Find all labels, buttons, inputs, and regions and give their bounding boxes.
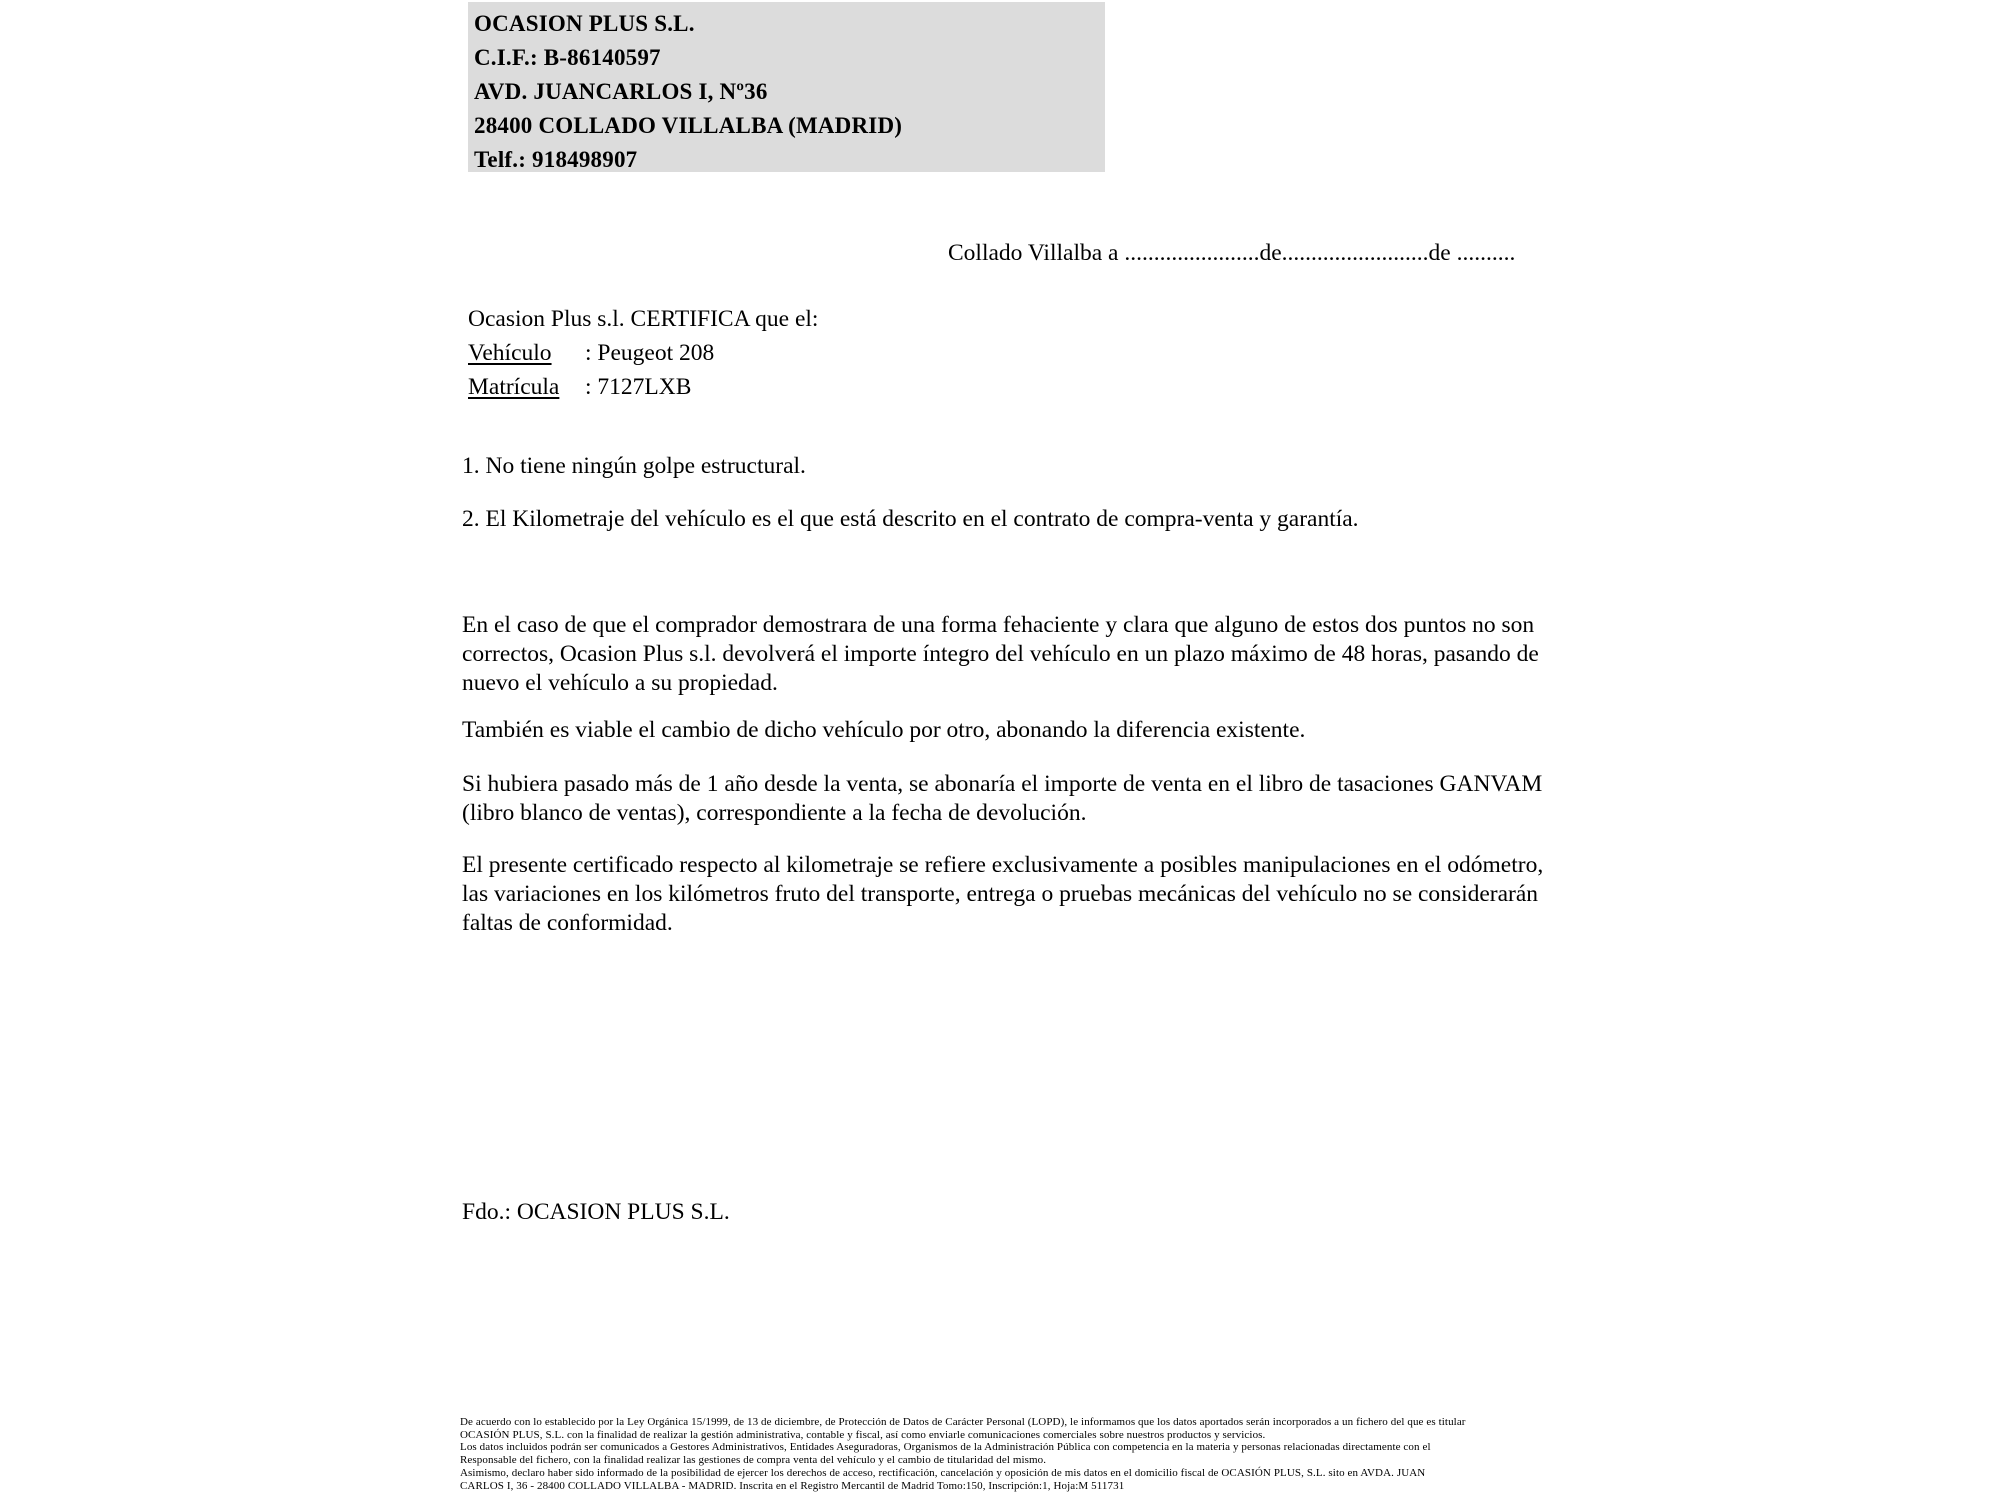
legal-line: OCASIÓN PLUS, S.L. con la finalidad de realizar la gestión administrativa, contable y fiscal, así como enviarle comunicaciones comerciales sobre nuestros productos y servicios.: [460, 1428, 1266, 1441]
legal-line: De acuerdo con lo establecido por la Ley Orgánica 15/1999, de 13 de diciembre, de Protección de Datos de Carácter Personal (LOPD), le informamos que los datos aportados serán incorporados a un fichero del que es titular: [460, 1416, 1466, 1428]
point-1: 1. No tiene ningún golpe estructural.: [462, 453, 806, 479]
certification-block: [468, 302, 818, 404]
legal-line: Responsable del fichero, con la finalidad realizar las gestiones de compra venta del vehículo y el cambio de titularidad del mismo.: [460, 1454, 1047, 1467]
certification-intro: Ocasion Plus s.l. CERTIFICA que el:: [468, 306, 819, 332]
company-letterhead: [468, 2, 1105, 172]
vehicle-value: : Peugeot 208: [585, 340, 715, 366]
company-address: AVD. JUANCARLOS I, Nº36: [474, 79, 768, 104]
company-name: OCASION PLUS S.L.: [474, 11, 695, 36]
vehicle-label: Vehículo: [468, 340, 552, 366]
vehicle-row: [468, 336, 818, 370]
date-fill-in-line: Collado Villalba a .......................de.........................de ..........: [948, 240, 1516, 266]
company-city: 28400 COLLADO VILLALBA (MADRID): [474, 113, 903, 138]
signature-line: Fdo.: OCASION PLUS S.L.: [462, 1199, 730, 1225]
paragraph-ganvam-valuation: Si hubiera pasado más de 1 año desde la venta, se abonaría el importe de venta en el libro de tasaciones GANVAM (libro blanco de ventas), correspondiente a la fecha de devolución.: [462, 771, 1543, 826]
company-phone: Telf.: 918498907: [474, 147, 638, 172]
legal-line: Asimismo, declaro haber sido informado de la posibilidad de ejercer los derechos de acceso, rectificación, cancelación y oposición de mis datos en el domicilio fiscal de OCASIÓN PLUS, S.L. sito en AVDA. JUAN: [460, 1466, 1426, 1479]
plate-label: Matrícula: [468, 374, 560, 400]
legal-fine-print: [460, 1416, 1466, 1492]
paragraph-exchange-option: También es viable el cambio de dicho vehículo por otro, abonando la diferencia existente.: [462, 717, 1306, 743]
point-2: 2. El Kilometraje del vehículo es el que está descrito en el contrato de compra-venta y garantía.: [462, 506, 1359, 532]
legal-line: Los datos incluidos podrán ser comunicados a Gestores Administrativos, Entidades Aseguradoras, Organismos de la Administración Pública con competencia en la materia y personas relacionadas directamente con el: [460, 1441, 1431, 1454]
plate-value: : 7127LXB: [585, 374, 692, 400]
legal-line: CARLOS I, 36 - 28400 COLLADO VILLALBA - MADRID. Inscrita en el Registro Mercantil de Madrid Tomo:150, Inscripción:1, Hoja:M 511731: [460, 1479, 1125, 1492]
paragraph-odometer-scope: El presente certificado respecto al kilometraje se refiere exclusivamente a posibles manipulaciones en el odómetro, las variaciones en los kilómetros fruto del transporte, entrega o pruebas mecánicas del vehículo no se considerarán faltas de conformidad.: [462, 852, 1544, 936]
company-cif: C.I.F.: B-86140597: [474, 45, 661, 70]
plate-row: [468, 370, 818, 404]
paragraph-refund-policy: En el caso de que el comprador demostrara de una forma fehaciente y clara que alguno de estos dos puntos no son correctos, Ocasion Plus s.l. devolverá el importe íntegro del vehículo en un plazo máximo de 48 horas, pasando de nuevo el vehículo a su propiedad.: [462, 612, 1539, 696]
